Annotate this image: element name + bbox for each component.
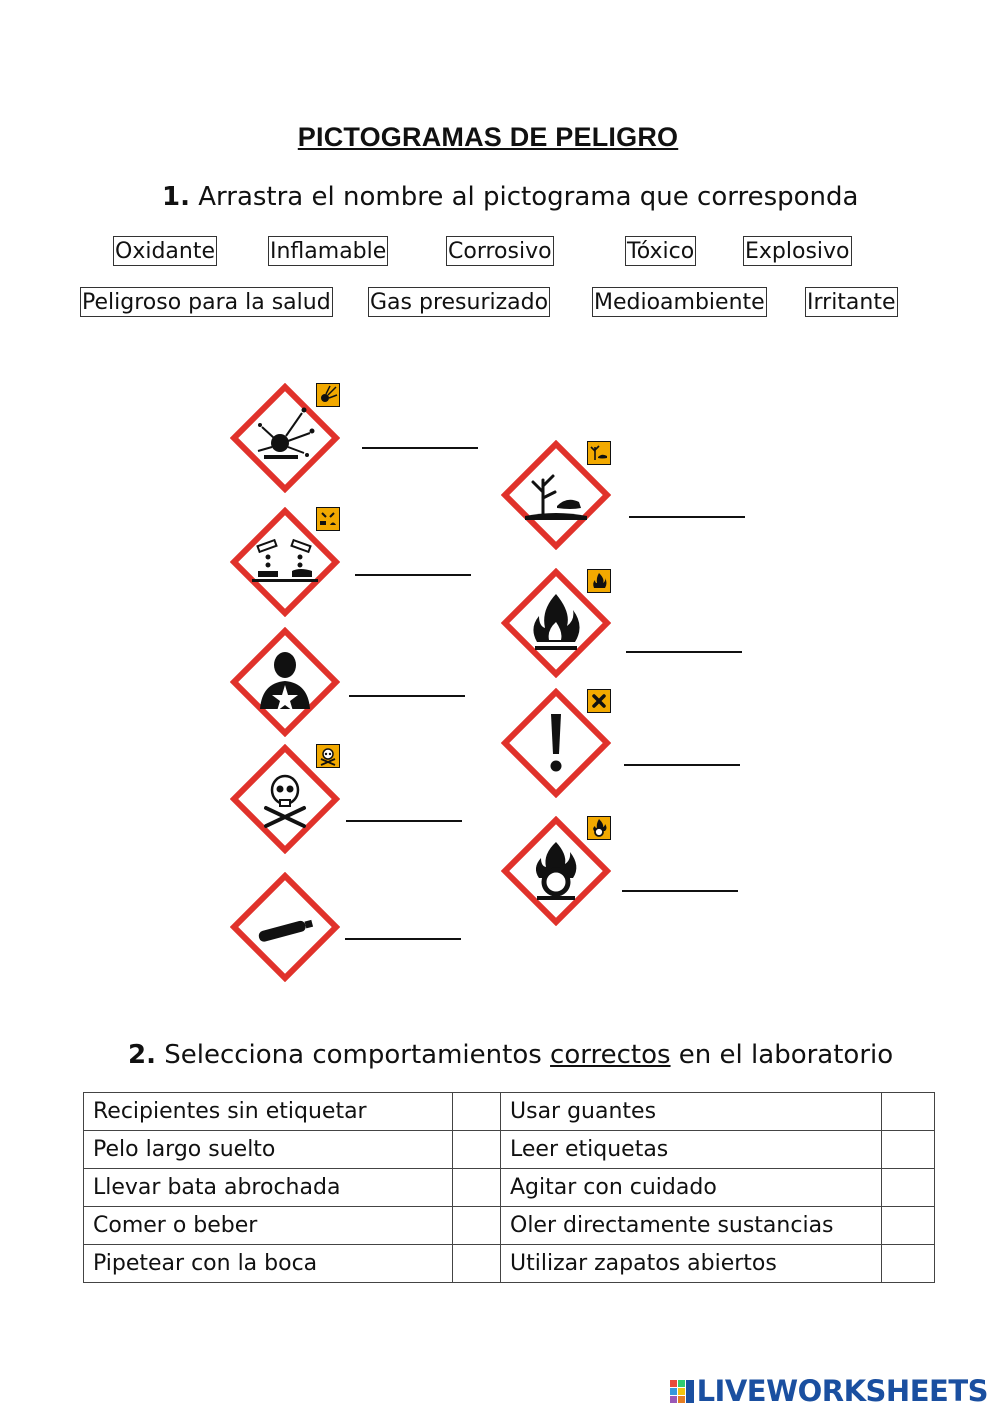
blank-flammable[interactable] [626,651,742,653]
behavior-label: Pipetear con la boca [84,1245,453,1283]
blank-oxidizer[interactable] [622,890,738,892]
question-1-number: 1. [162,182,190,212]
behavior-checkbox[interactable] [882,1169,935,1207]
word-irritante[interactable]: Irritante [805,287,898,317]
behavior-checkbox[interactable] [882,1131,935,1169]
table-row [84,1131,935,1169]
behavior-checkbox[interactable] [882,1207,935,1245]
behaviors-table [83,1092,935,1283]
question-1-text: Arrastra el nombre al pictograma que corresponda [189,182,859,212]
word-medioambiente[interactable]: Medioambiente [592,287,767,317]
brand-text: LIVEWORKSHEETS [696,1374,988,1408]
toxic-badge-icon [316,744,340,768]
behavior-label: Usar guantes [501,1093,882,1131]
question-2-text-after: en el laboratorio [670,1040,894,1070]
oxidizer-badge-icon [587,816,611,840]
corrosive-badge-icon [316,507,340,531]
brand-logo [669,1374,988,1408]
blank-gas[interactable] [345,938,461,940]
question-2-number: 2. [128,1040,156,1070]
word-inflamable[interactable]: Inflamable [268,236,388,266]
behavior-checkbox[interactable] [453,1207,501,1245]
behavior-label: Leer etiquetas [501,1131,882,1169]
question-2-underlined: correctos [550,1040,671,1070]
table-row [84,1093,935,1131]
blank-explosive[interactable] [362,447,478,449]
word-gas-presurizado[interactable]: Gas presurizado [368,287,550,317]
irritant-badge-icon [587,689,611,713]
blank-irritant[interactable] [624,764,740,766]
word-toxico[interactable]: Tóxico [625,236,696,266]
gas-cylinder-icon [230,872,340,982]
behavior-checkbox[interactable] [453,1245,501,1283]
question-2-heading [128,1040,893,1070]
liveworksheets-logo-icon [669,1378,695,1404]
behavior-label: Recipientes sin etiquetar [84,1093,453,1131]
behavior-label: Oler directamente sustancias [501,1207,882,1245]
question-2-text-before: Selecciona comportamientos [155,1040,551,1070]
explosive-badge-icon [316,383,340,407]
behavior-checkbox[interactable] [453,1131,501,1169]
word-oxidante[interactable]: Oxidante [113,236,217,266]
behavior-label: Utilizar zapatos abiertos [501,1245,882,1283]
behavior-checkbox[interactable] [453,1169,501,1207]
flammable-badge-icon [587,569,611,593]
word-explosivo[interactable]: Explosivo [743,236,852,266]
blank-environment[interactable] [629,516,745,518]
question-1-heading [162,182,858,212]
behavior-label: Comer o beber [84,1207,453,1245]
word-corrosivo[interactable]: Corrosivo [446,236,554,266]
behavior-label: Agitar con cuidado [501,1169,882,1207]
blank-toxic[interactable] [346,820,462,822]
behavior-label: Pelo largo suelto [84,1131,453,1169]
table-row [84,1245,935,1283]
environment-badge-icon [587,441,611,465]
behavior-checkbox[interactable] [453,1093,501,1131]
table-row [84,1169,935,1207]
behavior-checkbox[interactable] [882,1093,935,1131]
blank-health-hazard[interactable] [349,695,465,697]
behavior-checkbox[interactable] [882,1245,935,1283]
health-hazard-icon [230,627,340,737]
blank-corrosive[interactable] [355,574,471,576]
page-title: PICTOGRAMAS DE PELIGRO [297,122,679,152]
word-peligroso-salud[interactable]: Peligroso para la salud [80,287,333,317]
behavior-label: Llevar bata abrochada [84,1169,453,1207]
table-row [84,1207,935,1245]
